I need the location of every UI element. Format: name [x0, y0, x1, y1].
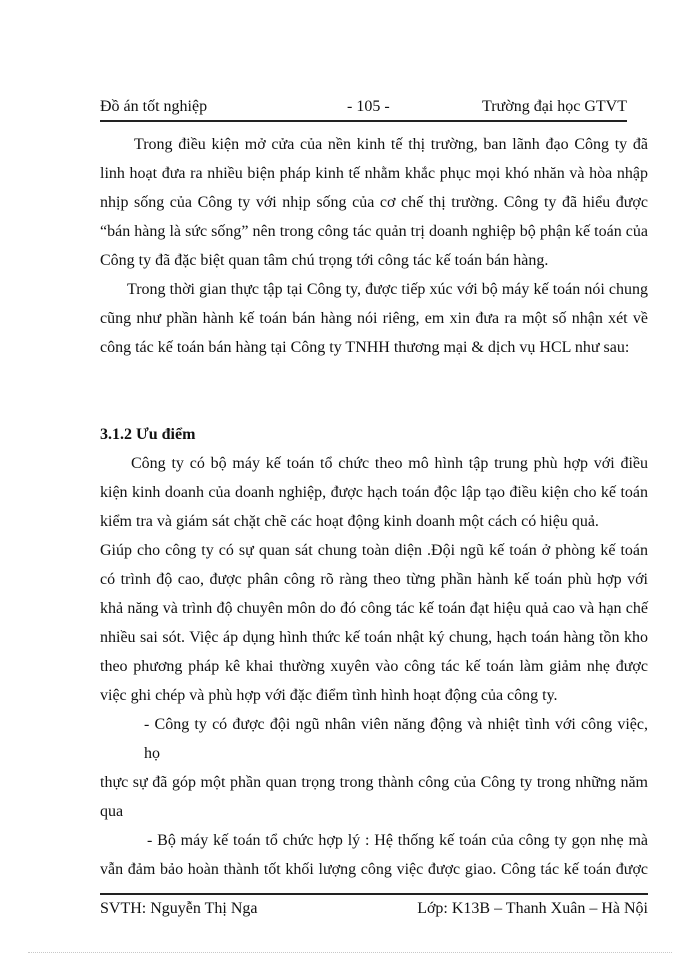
text-line: nhịp sống của Công ty với nhịp sống của cơ chế thị trường. Công ty đã hiểu được: [100, 194, 648, 211]
page-number: - 105 -: [347, 98, 390, 115]
header-thesis-label: Đồ án tốt nghiệp: [100, 98, 208, 115]
text-line: vẫn đảm bảo hoàn thành tốt khối lượng công việc được giao. Công tác kế toán được: [100, 861, 648, 878]
paragraph-internship: [100, 275, 648, 362]
paragraph-advantages: [100, 449, 648, 536]
footer-student: SVTH: Nguyễn Thị Nga: [100, 900, 258, 917]
text-line: có trình độ cao, được phân công rõ ràng theo từng phần hành kế toán phù hợp với: [100, 571, 648, 588]
paragraph-staff: [100, 710, 648, 826]
text-line: theo phương pháp kê khai thường xuyên vào công tác kế toán làm giảm nhẹ được: [100, 658, 648, 675]
page-edge-divider: [28, 952, 672, 953]
document-body: [100, 130, 648, 884]
page-header: [100, 95, 627, 119]
header-university: Trường đại học GTVT: [482, 98, 627, 115]
section-spacer: [100, 362, 648, 420]
text-line: - Công ty có được đội ngũ nhân viên năng động và nhiệt tình với công việc, họ: [144, 716, 648, 762]
paragraph-intro: [100, 130, 648, 275]
text-line: kiểm tra và giám sát chặt chẽ các hoạt động kinh doanh một cách có hiệu quả.: [100, 513, 599, 530]
text-line: khả năng và trình độ chuyên môn do đó công tác kế toán đạt hiệu quả cao và hạn chế: [100, 600, 648, 617]
text-line: cũng như phần hành kế toán bán hàng nói riêng, em xin đưa ra một số nhận xét về: [100, 310, 648, 327]
page-footer: [100, 897, 648, 921]
paragraph-overview: [100, 536, 648, 710]
text-line: việc ghi chép và phù hợp với đặc điểm tình hình hoạt động của công ty.: [100, 687, 558, 704]
text-line: - Bộ máy kế toán tổ chức hợp lý : Hệ thống kế toán của công ty gọn nhẹ mà: [147, 832, 648, 849]
text-line: Trong điều kiện mở cửa của nền kinh tế thị trường, ban lãnh đạo Công ty đã: [134, 136, 648, 153]
text-line: qua: [100, 803, 124, 820]
footer-class: Lớp: K13B – Thanh Xuân – Hà Nội: [417, 900, 648, 917]
text-line: công tác kế toán bán hàng tại Công ty TNHH thương mại & dịch vụ HCL như sau:: [100, 339, 630, 356]
text-line: Trong thời gian thực tập tại Công ty, được tiếp xúc với bộ máy kế toán nói chung: [127, 281, 648, 298]
text-line: Công ty có bộ máy kế toán tổ chức theo mô hình tập trung phù hợp với điều: [131, 455, 648, 472]
text-line: “bán hàng là sức sống” nên trong công tác quản trị doanh nghiệp bộ phận kế toán của: [100, 223, 648, 240]
text-line: nhiều sai sót. Việc áp dụng hình thức kế toán nhật ký chung, hạch toán hàng tồn kho: [100, 629, 648, 646]
text-line: kiện kinh doanh của doanh nghiệp, được hạch toán độc lập tạo điều kiện cho kế toán: [100, 484, 648, 501]
paragraph-structure: [100, 826, 648, 884]
text-line: thực sự đã góp một phần quan trọng trong thành công của Công ty trong những năm: [100, 774, 648, 791]
text-line: Công ty đã đặc biệt quan tâm chú trọng tới công tác kế toán bán hàng.: [100, 252, 549, 269]
header-rule: [100, 120, 627, 122]
footer-rule: [100, 893, 648, 895]
section-heading: 3.1.2 Ưu điểm: [100, 426, 196, 443]
text-line: Giúp cho công ty có sự quan sát chung toàn diện .Đội ngũ kế toán ở phòng kế toán: [100, 542, 648, 559]
text-line: linh hoạt đưa ra nhiều biện pháp kinh tế nhằm khắc phục mọi khó nhăn và hòa nhập: [100, 165, 648, 182]
